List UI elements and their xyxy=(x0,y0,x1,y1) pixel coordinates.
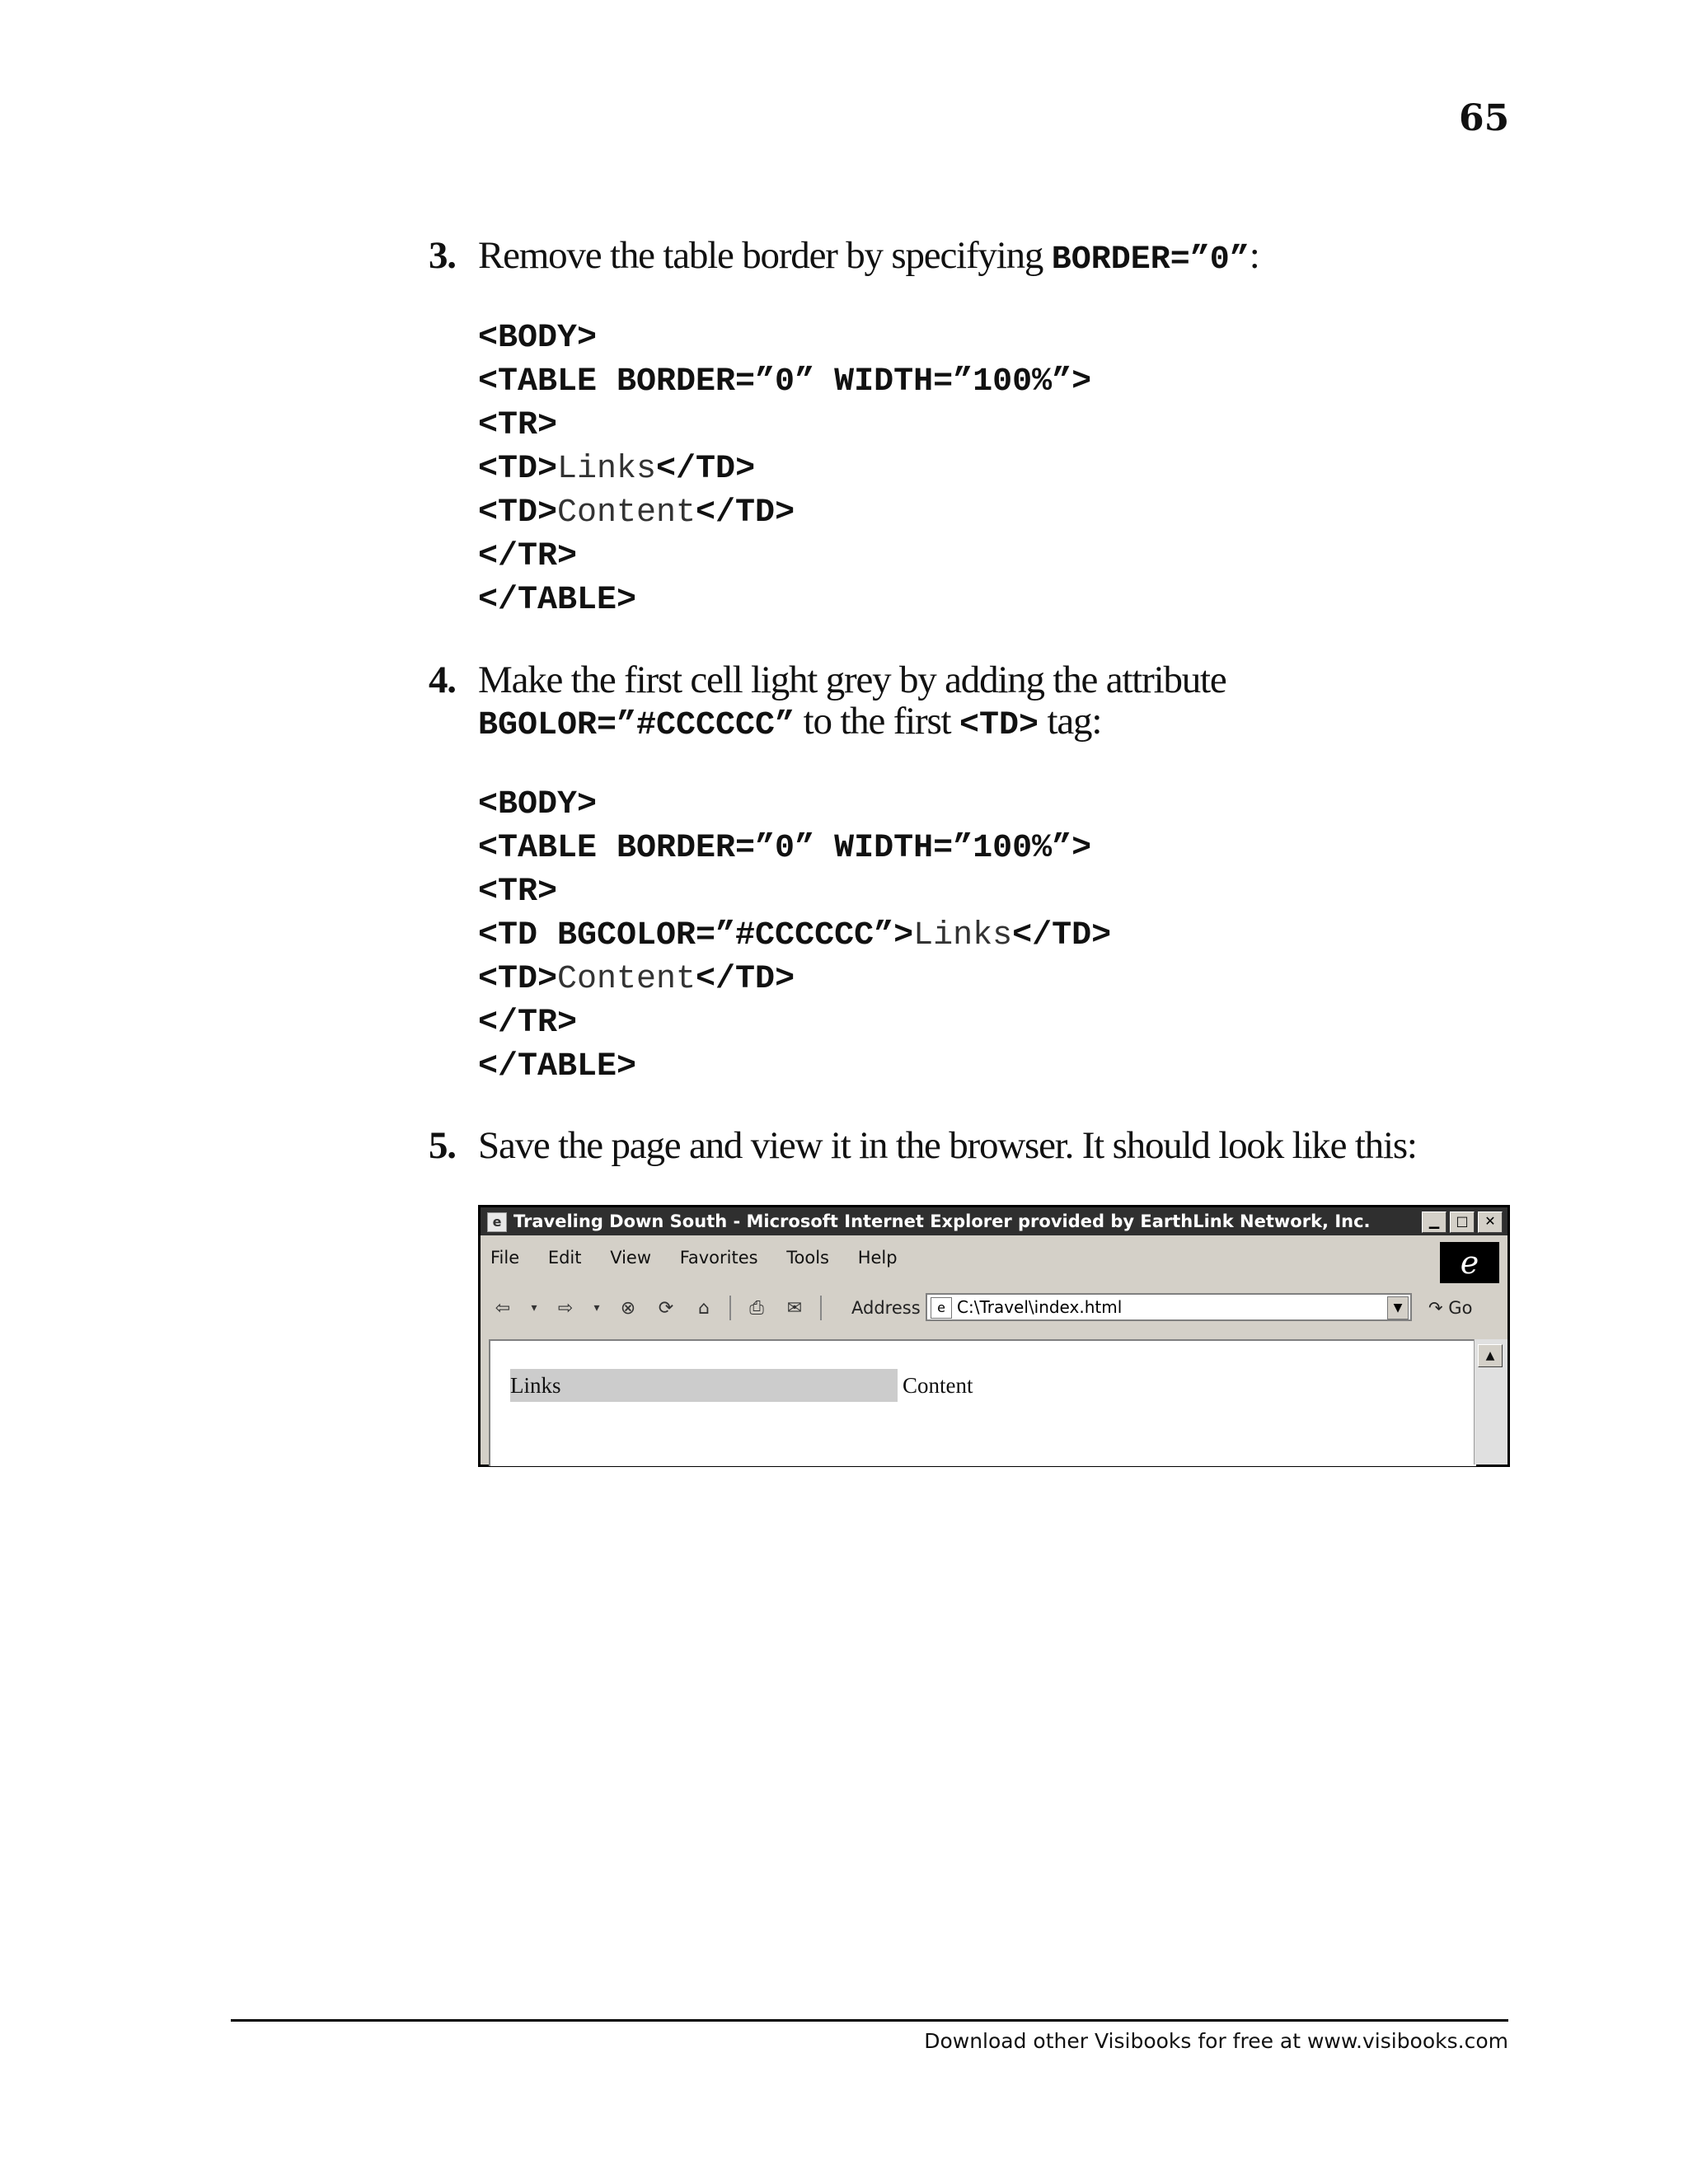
ie-logo-icon: e xyxy=(1440,1242,1499,1283)
code-line: </TABLE> xyxy=(478,582,637,619)
inline-code: BGOLOR=”#CCCCCC” xyxy=(478,707,795,744)
menu-view[interactable]: View xyxy=(610,1248,652,1268)
code-line: <BODY> xyxy=(478,786,598,823)
address-label: Address xyxy=(851,1298,921,1318)
code-tag: </TD> xyxy=(696,494,795,532)
code-line: </TR> xyxy=(478,538,578,575)
back-icon[interactable]: ⇦ xyxy=(495,1297,511,1319)
code-tag: </TD> xyxy=(1012,917,1112,954)
step-text-part: tag: xyxy=(1038,700,1102,743)
step-text-part: Remove the table border by specifying xyxy=(478,234,1052,277)
code-tag: </TD> xyxy=(656,451,756,488)
refresh-icon[interactable]: ⟳ xyxy=(658,1297,674,1319)
toolbar-divider xyxy=(820,1296,822,1320)
inline-code: BORDER=”0” xyxy=(1051,241,1250,279)
minimize-icon[interactable]: ▁ xyxy=(1422,1212,1447,1233)
stop-icon[interactable]: ⊗ xyxy=(620,1297,636,1319)
toolbar xyxy=(490,1293,822,1323)
window-title: Traveling Down South - Microsoft Internet Explorer provided by EarthLink Network, Inc. xyxy=(513,1212,1371,1231)
step-text: Save the page and view it in the browser. It should look like this: xyxy=(478,1124,1417,1167)
close-icon[interactable]: ✕ xyxy=(1478,1212,1503,1233)
menu-file[interactable]: File xyxy=(490,1248,520,1268)
page-content-area xyxy=(489,1339,1476,1466)
forward-icon[interactable]: ⇨ xyxy=(557,1297,574,1319)
menu-edit[interactable]: Edit xyxy=(547,1248,582,1268)
chevron-down-icon[interactable]: ▼ xyxy=(1387,1296,1409,1319)
menu-bar xyxy=(490,1244,921,1272)
title-bar xyxy=(481,1207,1507,1235)
scroll-up-icon[interactable]: ▲ xyxy=(1478,1344,1503,1367)
code-block-1 xyxy=(478,316,1091,622)
step-3 xyxy=(429,235,1525,281)
inline-code: <TD> xyxy=(959,707,1039,744)
menu-tools[interactable]: Tools xyxy=(786,1248,829,1268)
step-number: 4. xyxy=(429,658,456,701)
menu-help[interactable]: Help xyxy=(857,1248,898,1268)
code-line: </TABLE> xyxy=(478,1048,637,1085)
code-line: <TABLE BORDER=”0” WIDTH=”100%”> xyxy=(478,363,1092,401)
step-text-part: Make the first cell light grey by adding the attribute xyxy=(478,658,1226,701)
print-icon[interactable]: ⎙ xyxy=(749,1297,764,1319)
browser-screenshot xyxy=(478,1205,1510,1467)
code-block-2 xyxy=(478,783,1111,1089)
step-text-part: : xyxy=(1249,234,1259,277)
step-text xyxy=(478,235,1525,281)
menu-favorites[interactable]: Favorites xyxy=(679,1248,758,1268)
vertical-scrollbar[interactable] xyxy=(1474,1339,1507,1465)
table-cell-links: Links xyxy=(510,1369,898,1402)
toolbar-divider xyxy=(729,1296,731,1320)
code-line: <TABLE BORDER=”0” WIDTH=”100%”> xyxy=(478,830,1092,867)
address-input[interactable] xyxy=(926,1293,1412,1321)
code-tag: <TD BGCOLOR=”#CCCCCC”> xyxy=(478,917,914,954)
step-number: 5. xyxy=(429,1124,456,1167)
step-text xyxy=(478,659,1525,747)
code-text: Links xyxy=(913,917,1013,954)
code-tag: <TD> xyxy=(478,451,558,488)
code-tag: <TD> xyxy=(478,494,558,532)
go-arrow-icon: ↷ xyxy=(1428,1298,1443,1318)
back-dropdown-icon[interactable]: ▾ xyxy=(531,1301,537,1315)
code-line: <BODY> xyxy=(478,320,598,357)
code-text: Content xyxy=(557,494,696,532)
go-label: Go xyxy=(1448,1298,1473,1318)
ie-page-icon: e xyxy=(487,1212,507,1232)
code-tag: </TD> xyxy=(696,961,795,998)
window-controls xyxy=(1422,1212,1503,1233)
table-cell-content: Content xyxy=(903,1373,973,1398)
forward-dropdown-icon[interactable]: ▾ xyxy=(593,1301,600,1315)
mail-icon[interactable]: ✉ xyxy=(786,1297,803,1319)
page-number: 65 xyxy=(1459,97,1510,139)
step-4 xyxy=(429,659,1525,747)
code-line: <TR> xyxy=(478,874,558,911)
maximize-icon[interactable]: □ xyxy=(1450,1212,1475,1233)
address-value: C:\Travel\index.html xyxy=(957,1297,1123,1317)
home-icon[interactable]: ⌂ xyxy=(698,1297,710,1319)
footer-text: Download other Visibooks for free at www.visibooks.com xyxy=(924,2029,1508,2053)
code-line: </TR> xyxy=(478,1005,578,1042)
code-tag: <TD> xyxy=(478,961,558,998)
code-text: Content xyxy=(557,961,696,998)
step-text-part: to the first xyxy=(795,700,959,743)
step-number: 3. xyxy=(429,234,456,277)
code-text: Links xyxy=(557,451,657,488)
page-icon: e xyxy=(931,1297,952,1319)
go-button[interactable] xyxy=(1428,1293,1472,1323)
code-line: <TR> xyxy=(478,407,558,444)
step-5 xyxy=(429,1125,1525,1166)
footer-divider xyxy=(231,2019,1508,2022)
